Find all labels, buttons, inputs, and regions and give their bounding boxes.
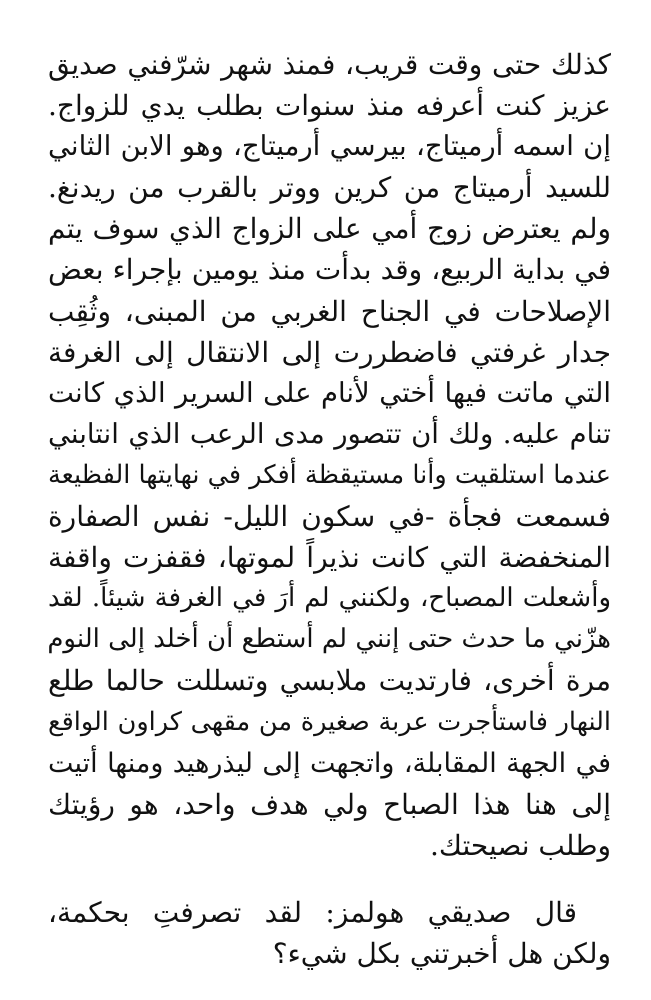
text-line: المنخفضة التي كانت نذيراً لموتها، فقفزت واقفة <box>48 541 611 575</box>
text-line: ولكن هل أخبرتني بكل شيء؟ <box>272 937 611 971</box>
text-line: هزّني ما حدث حتى إنني لم أستطع أن أخلد إلى النوم <box>47 624 611 655</box>
text-line: وأشعلت المصباح، ولكنني لم أرَ في الغرفة شيئاً. لقد <box>48 583 611 614</box>
text-line: تنام عليه. ولك أن تتصور مدى الرعب الذي انتابني <box>48 417 611 450</box>
paragraph-1 <box>48 44 611 866</box>
text-line: عندما استلقيت وأنا مستيقظة أفكر في نهايتها الفظيعة <box>48 459 611 490</box>
text-line: الإصلاحات في الجناح الغربي من المبنى، وثُقِب <box>48 294 611 328</box>
text-line: كذلك حتى وقت قريب، فمنذ شهر شرّفني صديق <box>48 48 611 81</box>
paragraph-2 <box>48 892 611 974</box>
text-line: إن اسمه أرميتاج، بيرسي أرميتاج، وهو الابن الثاني <box>48 130 611 163</box>
text-line: النهار فاستأجرت عربة صغيرة من مقهى كراون الواقع <box>48 706 611 737</box>
text-line: التي ماتت فيها أختي لأنام على السرير الذي كانت <box>48 376 611 409</box>
text-line: وطلب نصيحتك. <box>429 828 611 862</box>
text-line: فسمعت فجأة -في سكون الليل- نفس الصفارة <box>48 500 611 534</box>
text-line: للسيد أرميتاج من كرين ووتر بالقرب من ريدنغ. <box>48 171 611 205</box>
text-line: في بداية الربيع، وقد بدأت منذ يومين بإجراء بعض <box>48 253 611 287</box>
text-line: ولم يعترض زوج أمي على الزواج الذي سوف يتم <box>48 212 611 246</box>
text-line: في الجهة المقابلة، واتجهت إلى ليذرهيد ومنها أتيت <box>48 747 611 779</box>
text-line: قال صديقي هولمز: لقد تصرفتِ بحكمة، <box>48 896 577 929</box>
text-line: عزيز كنت أعرفه منذ سنوات بطلب يدي للزواج. <box>48 89 611 123</box>
text-line: مرة أخرى، فارتديت ملابسي وتسللت حالما طلع <box>48 664 611 698</box>
text-line: إلى هنا هذا الصباح ولي هدف واحد، هو رؤيتك <box>48 787 611 821</box>
text-line: جدار غرفتي فاضطررت إلى الانتقال إلى الغرفة <box>48 335 611 369</box>
